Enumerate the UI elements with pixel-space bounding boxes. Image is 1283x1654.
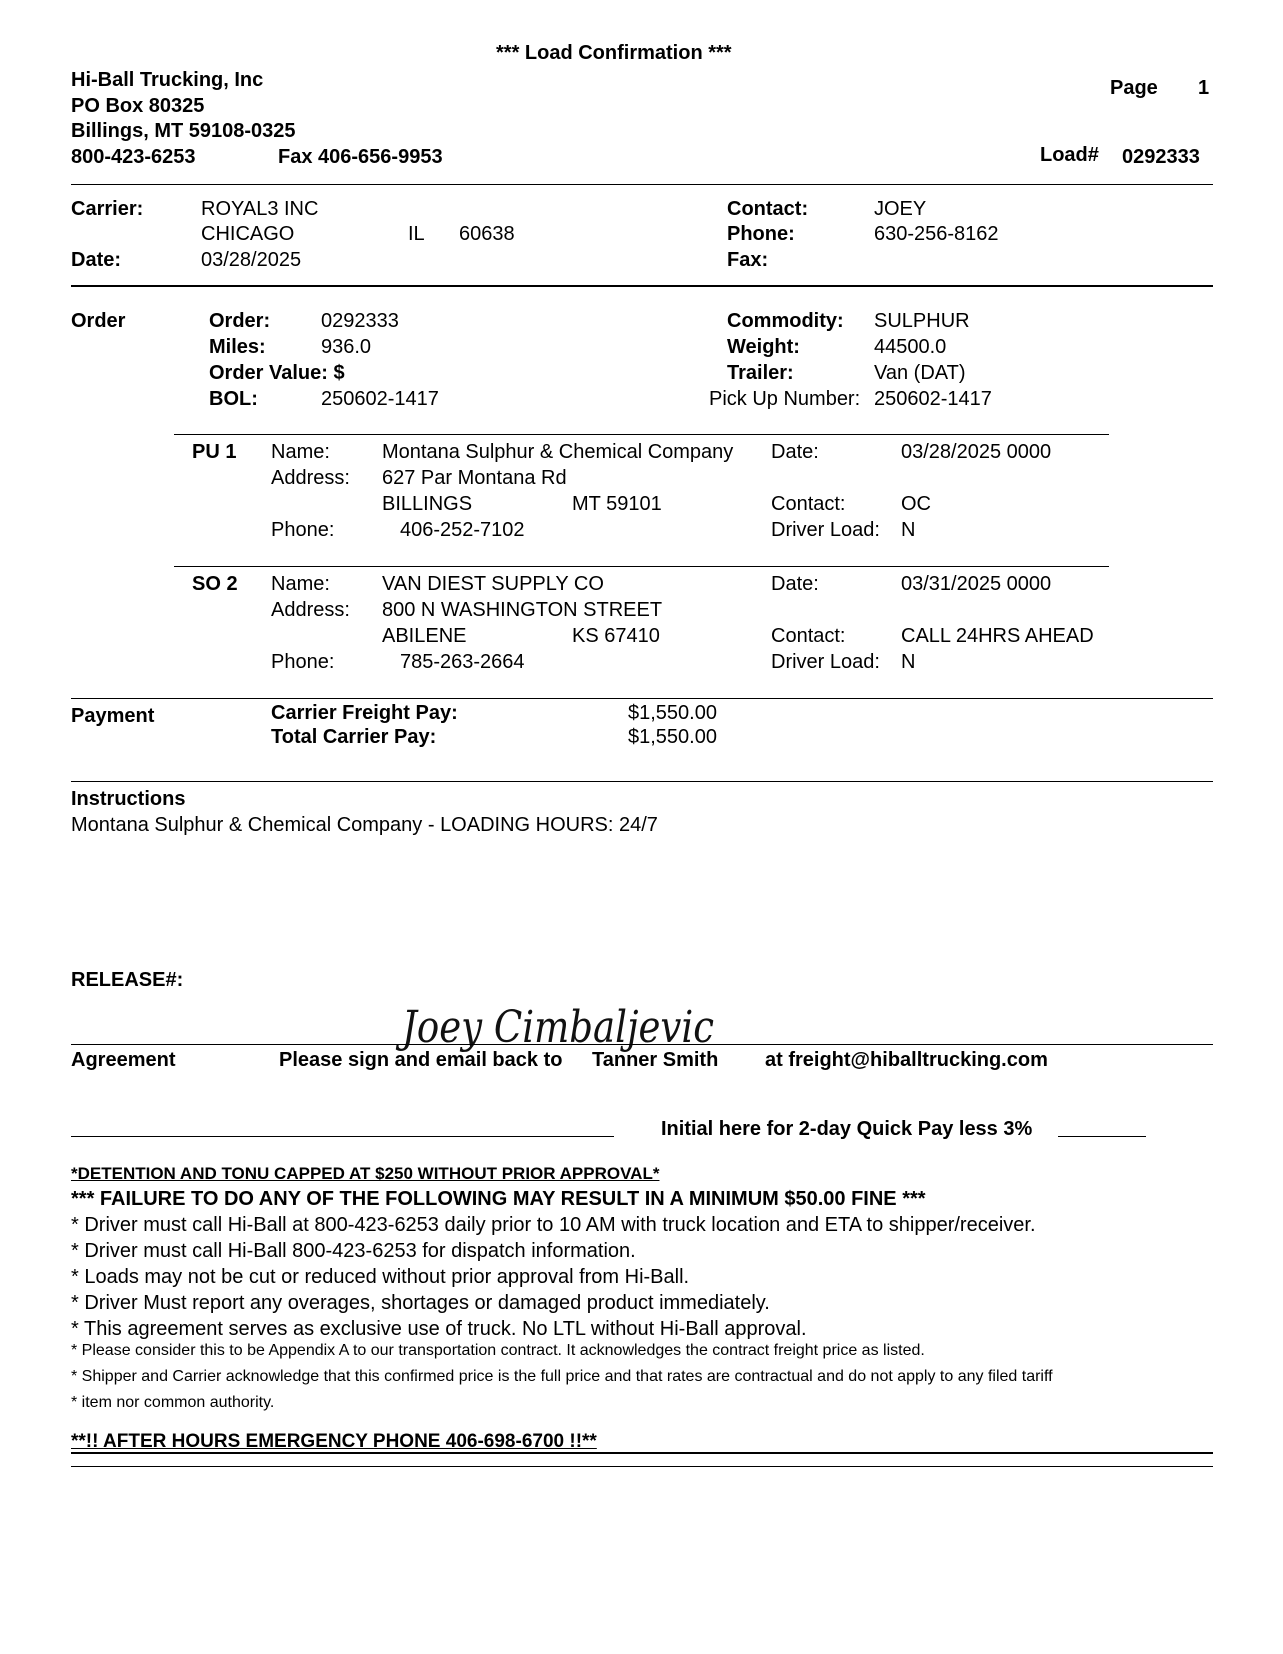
- total-pay-label: Total Carrier Pay:: [271, 726, 437, 748]
- terms-small: * Shipper and Carrier acknowledge that this confirmed price is the full price and that rates are contractual and do not apply to any filed tariff: [71, 1368, 1053, 1385]
- divider: [71, 1452, 1213, 1454]
- rule-item: * Driver must call Hi-Ball 800-423-6253 for dispatch information.: [71, 1240, 636, 1262]
- order-number: 0292333: [321, 310, 399, 332]
- company-fax: Fax 406-656-9953: [278, 146, 443, 168]
- order-value-label: Order Value: $: [209, 362, 345, 384]
- stop-contact-label: Contact:: [771, 625, 846, 647]
- fax-label: Fax:: [727, 249, 769, 271]
- stop-name-label: Name:: [271, 573, 330, 595]
- agreement-label: Agreement: [71, 1049, 176, 1071]
- divider: [71, 698, 1213, 699]
- page-label: Page: [1110, 77, 1158, 99]
- order-label: Order:: [209, 310, 271, 332]
- stop-state-zip: KS 67410: [572, 625, 660, 647]
- stop-code: SO 2: [192, 573, 238, 595]
- terms-small: * Please consider this to be Appendix A to our transportation contract. It acknowledges the contract freight price as listed.: [71, 1342, 925, 1359]
- stop-name: Montana Sulphur & Chemical Company: [382, 441, 734, 463]
- stop-date: 03/28/2025 0000: [901, 441, 1052, 463]
- phone-label: Phone:: [727, 223, 795, 245]
- company-name: Hi-Ball Trucking, Inc: [71, 69, 264, 91]
- stop-driver-load: N: [901, 519, 916, 541]
- stop-city: BILLINGS: [382, 493, 473, 515]
- terms-small: * item nor common authority.: [71, 1394, 275, 1411]
- rule-item: * Driver must call Hi-Ball at 800-423-6253 daily prior to 10 AM with truck location and ETA to shipper/receiver.: [71, 1214, 1036, 1236]
- stop-date: 03/31/2025 0000: [901, 573, 1052, 595]
- stop-driver-load-label: Driver Load:: [771, 651, 880, 673]
- order-section-label: Order: [71, 310, 126, 332]
- payment-label: Payment: [71, 705, 155, 727]
- stop-contact: OC: [901, 493, 931, 515]
- carrier-date: 03/28/2025: [201, 249, 302, 271]
- divider: [174, 434, 1109, 435]
- rule-item: * Driver Must report any overages, shortages or damaged product immediately.: [71, 1292, 770, 1314]
- stop-driver-load-label: Driver Load:: [771, 519, 880, 541]
- stop-address: 627 Par Montana Rd: [382, 467, 567, 489]
- stop-name: VAN DIEST SUPPLY CO: [382, 573, 604, 595]
- rule-item: * This agreement serves as exclusive use of truck. No LTL without Hi-Ball approval.: [71, 1318, 807, 1340]
- document-title: *** Load Confirmation ***: [496, 42, 732, 64]
- agreement-email: at freight@hiballtrucking.com: [765, 1049, 1048, 1071]
- stop-driver-load: N: [901, 651, 916, 673]
- agreement-text: Please sign and email back to: [279, 1049, 563, 1071]
- release-label: RELEASE#:: [71, 969, 184, 991]
- weight-value: 44500.0: [874, 336, 947, 358]
- fine-notice: *** FAILURE TO DO ANY OF THE FOLLOWING MAY RESULT IN A MINIMUM $50.00 FINE ***: [71, 1188, 926, 1210]
- emergency-phone: **!! AFTER HOURS EMERGENCY PHONE 406-698-6700 !!**: [71, 1431, 597, 1452]
- stop-city: ABILENE: [382, 625, 467, 647]
- pickup-number-value: 250602-1417: [874, 388, 992, 410]
- bol-value: 250602-1417: [321, 388, 439, 410]
- divider: [71, 781, 1213, 782]
- miles-label: Miles:: [209, 336, 266, 358]
- stop-contact-label: Contact:: [771, 493, 846, 515]
- stop-state-zip: MT 59101: [572, 493, 662, 515]
- stop-phone-label: Phone:: [271, 519, 335, 541]
- carrier-zip: 60638: [459, 223, 515, 245]
- commodity-value: SULPHUR: [874, 310, 970, 332]
- quick-pay-label: Initial here for 2-day Quick Pay less 3%: [661, 1118, 1033, 1140]
- load-number: 0292333: [1122, 146, 1200, 168]
- divider: [71, 1466, 1213, 1467]
- stop-name-label: Name:: [271, 441, 330, 463]
- pickup-number-label: Pick Up Number:: [709, 388, 861, 410]
- company-phone: 800-423-6253: [71, 146, 196, 168]
- weight-label: Weight:: [727, 336, 800, 358]
- quick-pay-line: [1058, 1136, 1146, 1137]
- load-label: Load#: [1040, 144, 1099, 166]
- divider: [71, 285, 1213, 287]
- page-number: 1: [1198, 77, 1210, 99]
- carrier-name: ROYAL3 INC: [201, 198, 319, 220]
- stop-code: PU 1: [192, 441, 237, 463]
- contact-label: Contact:: [727, 198, 809, 220]
- instructions-label: Instructions: [71, 788, 186, 810]
- carrier-phone: 630-256-8162: [874, 223, 999, 245]
- carrier-state: IL: [408, 223, 425, 245]
- carrier-city: CHICAGO: [201, 223, 295, 245]
- company-address-1: PO Box 80325: [71, 95, 205, 117]
- company-address-2: Billings, MT 59108-0325: [71, 120, 296, 142]
- bol-label: BOL:: [209, 388, 258, 410]
- total-pay-value: $1,550.00: [628, 726, 717, 748]
- stop-phone: 785-263-2664: [400, 651, 525, 673]
- carrier-date-label: Date:: [71, 249, 122, 271]
- divider: [174, 566, 1109, 567]
- stop-address-label: Address:: [271, 599, 350, 621]
- initial-line: [71, 1136, 614, 1137]
- stop-date-label: Date:: [771, 573, 819, 595]
- freight-pay-label: Carrier Freight Pay:: [271, 702, 458, 724]
- stop-contact: CALL 24HRS AHEAD: [901, 625, 1094, 647]
- signature: [395, 996, 720, 1056]
- stop-phone-label: Phone:: [271, 651, 335, 673]
- carrier-label: Carrier:: [71, 198, 144, 220]
- detention-notice: *DETENTION AND TONU CAPPED AT $250 WITHOUT PRIOR APPROVAL*: [71, 1164, 660, 1183]
- commodity-label: Commodity:: [727, 310, 844, 332]
- divider: [71, 184, 1213, 185]
- instructions-text: Montana Sulphur & Chemical Company - LOADING HOURS: 24/7: [71, 814, 658, 836]
- trailer-label: Trailer:: [727, 362, 794, 384]
- stop-address: 800 N WASHINGTON STREET: [382, 599, 663, 621]
- stop-date-label: Date:: [771, 441, 819, 463]
- svg-text:Joey Cimbaljevic: Joey Cimbaljevic: [395, 1002, 714, 1053]
- freight-pay-value: $1,550.00: [628, 702, 717, 724]
- stop-phone: 406-252-7102: [400, 519, 525, 541]
- rule-item: * Loads may not be cut or reduced without prior approval from Hi-Ball.: [71, 1266, 690, 1288]
- stop-address-label: Address:: [271, 467, 350, 489]
- agreement-person: Tanner Smith: [592, 1049, 719, 1071]
- signature-line: [71, 1044, 1213, 1045]
- carrier-contact: JOEY: [874, 198, 927, 220]
- miles-value: 936.0: [321, 336, 372, 358]
- trailer-value: Van (DAT): [874, 362, 966, 384]
